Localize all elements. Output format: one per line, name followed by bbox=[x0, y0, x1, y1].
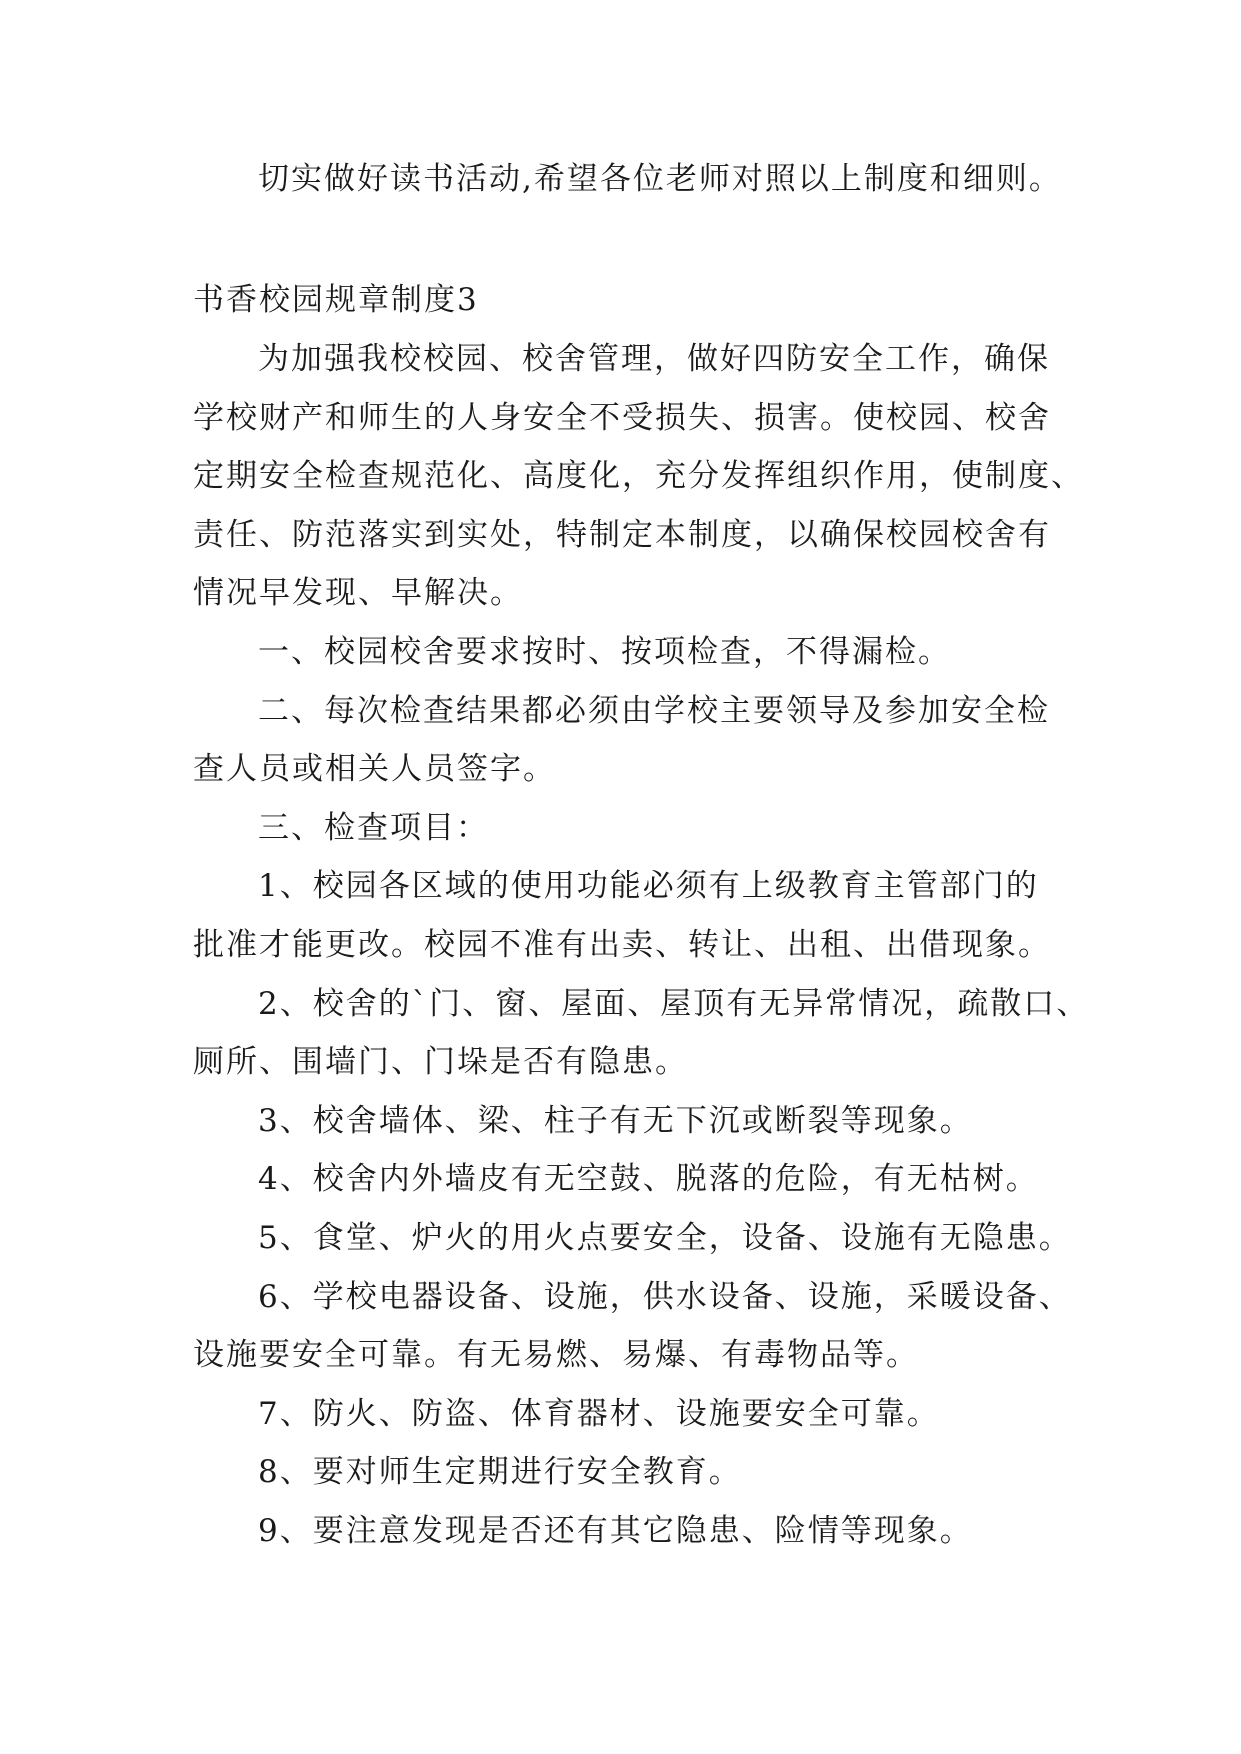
check-item-4: 4、校舍内外墙皮有无空鼓、脱落的危险，有无枯树。 bbox=[258, 1161, 1039, 1197]
check-item-3: 3、校舍墙体、梁、柱子有无下沉或断裂等现象。 bbox=[258, 1103, 973, 1139]
check-item-5: 5、食堂、炉火的用火点要安全，设备、设施有无隐患。 bbox=[258, 1220, 1072, 1256]
check-item-1-line-2: 批准才能更改。校园不准有出卖、转让、出租、出借现象。 bbox=[193, 927, 1051, 963]
intro-paragraph-line-4: 责任、防范落实到实处，特制定本制度，以确保校园校舍有 bbox=[193, 517, 1051, 553]
check-item-2-line-2: 厕所、围墙门、门垛是否有隐患。 bbox=[193, 1044, 688, 1080]
check-item-8: 8、要对师生定期进行安全教育。 bbox=[258, 1454, 742, 1490]
section-title: 书香校园规章制度3 bbox=[193, 282, 479, 318]
rule-item-3-heading: 三、检查项目： bbox=[258, 810, 489, 846]
check-item-6-line-2: 设施要安全可靠。有无易燃、易爆、有毒物品等。 bbox=[193, 1337, 919, 1373]
rule-item-2-line-1: 二、每次检查结果都必须由学校主要领导及参加安全检 bbox=[258, 693, 1050, 729]
check-item-7: 7、防火、防盗、体育器材、设施要安全可靠。 bbox=[258, 1396, 940, 1432]
intro-paragraph-line-5: 情况早发现、早解决。 bbox=[193, 575, 523, 611]
intro-paragraph-line-2: 学校财产和师生的人身安全不受损失、损害。使校园、校舍 bbox=[193, 400, 1051, 436]
rule-item-1: 一、校园校舍要求按时、按项检查，不得漏检。 bbox=[258, 634, 951, 670]
check-item-9: 9、要注意发现是否还有其它隐患、险情等现象。 bbox=[258, 1513, 973, 1549]
intro-paragraph-line-3: 定期安全检查规范化、高度化，充分发挥组织作用，使制度、 bbox=[193, 458, 1084, 494]
paragraph-closing-line: 切实做好读书活动,希望各位老师对照以上制度和细则。 bbox=[258, 161, 1062, 197]
rule-item-2-line-2: 查人员或相关人员签字。 bbox=[193, 751, 556, 787]
check-item-2-line-1: 2、校舍的`门、窗、屋面、屋顶有无异常情况，疏散口、 bbox=[258, 986, 1090, 1022]
intro-paragraph-line-1: 为加强我校校园、校舍管理，做好四防安全工作，确保 bbox=[258, 341, 1050, 377]
check-item-6-line-1: 6、学校电器设备、设施，供水设备、设施，采暖设备、 bbox=[258, 1279, 1072, 1315]
check-item-1-line-1: 1、校园各区域的使用功能必须有上级教育主管部门的 bbox=[258, 868, 1039, 904]
